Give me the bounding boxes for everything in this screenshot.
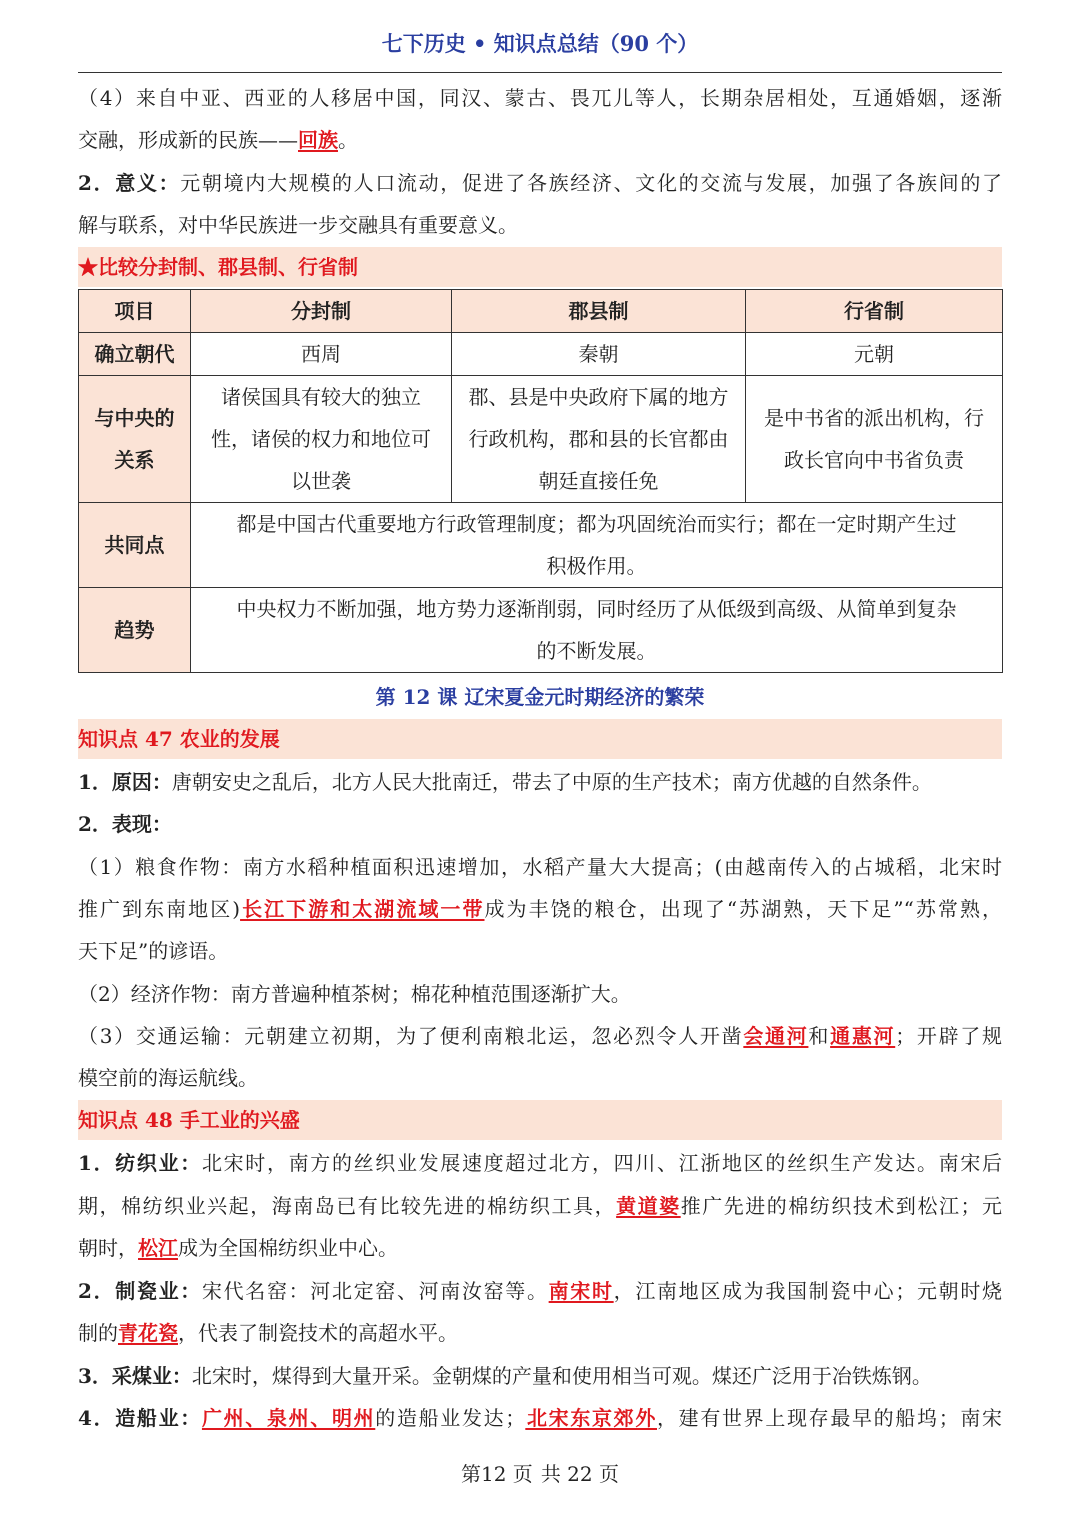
key-term: 广州、泉州、明州 bbox=[201, 1406, 376, 1430]
table-cell bbox=[191, 503, 1003, 588]
knowledge-point-heading: 知识点 48 手工业的兴盛 bbox=[78, 1100, 1002, 1140]
textile-line bbox=[78, 1227, 1002, 1269]
text-run: 唐朝安史之乱后，北方人民大批南迁，带去了中原的生产技术；南方优越的自然条件。 bbox=[171, 770, 932, 794]
significance-line bbox=[78, 162, 1002, 204]
grain-line bbox=[78, 888, 1002, 930]
text-run: （3）交通运输：元朝建立初期，为了便利南粮北运，忽必烈令人开凿 bbox=[78, 1024, 744, 1048]
porcelain-line bbox=[78, 1312, 1002, 1354]
row-label-line: 关系 bbox=[114, 448, 155, 472]
cell-line: 是中书省的派出机构，行 bbox=[764, 406, 984, 430]
text-run: 期，棉纺织业兴起，海南岛已有比较先进的棉纺织工具， bbox=[78, 1194, 617, 1218]
key-term: 回族 bbox=[298, 128, 338, 152]
textile-line bbox=[78, 1185, 1002, 1227]
text-run: 交融，形成新的民族—— bbox=[78, 128, 298, 152]
page-footer bbox=[78, 1458, 1002, 1487]
key-term: 青花瓷 bbox=[118, 1321, 178, 1345]
perf-line bbox=[78, 803, 1002, 845]
knowledge-point-heading: 知识点 47 农业的发展 bbox=[78, 719, 1002, 759]
table-header-cell: 分封制 bbox=[191, 290, 452, 333]
transport-line bbox=[78, 1015, 1002, 1057]
reason-line bbox=[78, 761, 1002, 803]
key-term: 会通河 bbox=[743, 1024, 809, 1048]
section-label: 2．制瓷业： bbox=[78, 1279, 202, 1303]
cell-line: 中央权力不断加强，地方势力逐渐削弱，同时经历了从低级到高级、从简单到复杂 bbox=[236, 597, 957, 621]
text-run: 制的 bbox=[78, 1321, 118, 1345]
header-divider bbox=[78, 72, 1002, 73]
text-run: 朝时， bbox=[78, 1236, 138, 1260]
para-line: （4）来自中亚、西亚的人移居中国，同汉、蒙古、畏兀儿等人，长期杂居相处，互通婚姻，逐渐 bbox=[78, 86, 1002, 110]
cell-line: 性，诸侯的权力和地位可 bbox=[211, 427, 431, 451]
textile-line bbox=[78, 1142, 1002, 1184]
text-run: ，代表了制瓷技术的高超水平。 bbox=[178, 1321, 458, 1345]
table-header-cell: 行省制 bbox=[746, 290, 1003, 333]
row-label: 确立朝代 bbox=[79, 333, 191, 376]
text-run: ；开辟了规 bbox=[895, 1024, 1003, 1048]
ship-line bbox=[78, 1397, 1002, 1439]
text-run: 。 bbox=[338, 128, 358, 152]
significance-line: 解与联系，对中华民族进一步交融具有重要意义。 bbox=[78, 213, 518, 237]
row-label: 共同点 bbox=[79, 503, 191, 588]
page-total: 共 22 页 bbox=[540, 1462, 619, 1486]
comparison-table bbox=[78, 289, 1003, 673]
text-run: ，建有世界上现存最早的船坞；南宋 bbox=[657, 1406, 1003, 1430]
row-label: 趋势 bbox=[79, 588, 191, 673]
compare-heading: ★比较分封制、郡县制、行省制 bbox=[78, 247, 1002, 287]
table-cell bbox=[191, 376, 452, 503]
cell-line: 的不断发展。 bbox=[536, 639, 657, 663]
text-run: 推广到东南地区) bbox=[78, 897, 241, 921]
section-label: 2．意义： bbox=[78, 171, 181, 195]
section-label: 1．原因： bbox=[78, 770, 172, 794]
text-run: 成为丰饶的粮仓，出现了“苏湖熟，天下足”“苏常熟， bbox=[484, 897, 1002, 921]
text-run: ，江南地区成为我国制瓷中心；元朝时烧 bbox=[613, 1279, 1003, 1303]
cell-line: 郡、县是中央政府下属的地方 bbox=[468, 385, 729, 409]
coal-line bbox=[78, 1355, 1002, 1397]
para-line bbox=[78, 119, 1002, 161]
page-header-title: 七下历史 • 知识点总结（90 个） bbox=[381, 31, 699, 56]
section-label: 2．表现： bbox=[78, 812, 172, 836]
key-term: 松江 bbox=[138, 1236, 178, 1260]
key-term: 南宋时 bbox=[548, 1279, 614, 1303]
cell-line: 诸侯国具有较大的独立 bbox=[221, 385, 421, 409]
table-cell bbox=[746, 376, 1003, 503]
cell-line: 行政机构，郡和县的长官都由 bbox=[468, 427, 729, 451]
key-term: 黄道婆 bbox=[616, 1194, 681, 1218]
table-row bbox=[79, 333, 1003, 376]
table-cell bbox=[191, 588, 1003, 673]
porcelain-line bbox=[78, 1270, 1002, 1312]
table-cell: 元朝 bbox=[746, 333, 1003, 376]
page-number: 第12 页 bbox=[461, 1462, 533, 1486]
table-header-row bbox=[79, 290, 1003, 333]
table-cell bbox=[452, 376, 746, 503]
section-label: 4．造船业： bbox=[78, 1406, 202, 1430]
cell-line: 以世袭 bbox=[291, 469, 351, 493]
section-label: 3．采煤业： bbox=[78, 1364, 192, 1388]
table-row bbox=[79, 503, 1003, 588]
grain-line: 天下足”的谚语。 bbox=[78, 939, 229, 963]
text-run: 的造船业发达； bbox=[375, 1406, 526, 1430]
econ-line: （2）经济作物：南方普遍种植茶树；棉花种植范围逐渐扩大。 bbox=[78, 982, 631, 1006]
cell-line: 朝廷直接任免 bbox=[538, 469, 659, 493]
text-run: 推广先进的棉纺织技术到松江；元 bbox=[680, 1194, 1003, 1218]
grain-line: （1）粮食作物：南方水稻种植面积迅速增加，水稻产量大大提高；(由越南传入的占城稻，北宋时 bbox=[78, 855, 1002, 879]
key-term: 北宋东京郊外 bbox=[525, 1406, 657, 1430]
text-run: 成为全国棉纺织业中心。 bbox=[178, 1236, 398, 1260]
cell-line: 政长官向中书省负责 bbox=[784, 448, 964, 472]
lesson-title: 第 12 课 辽宋夏金元时期经济的繁荣 bbox=[375, 685, 705, 709]
text-run: 元朝境内大规模的人口流动，促进了各族经济、文化的交流与发展，加强了各族间的了 bbox=[180, 171, 1003, 195]
cell-line: 都是中国古代重要地方行政管理制度；都为巩固统治而实行；都在一定时期产生过 bbox=[236, 512, 957, 536]
transport-line: 模空前的海运航线。 bbox=[78, 1066, 258, 1090]
table-header-cell: 项目 bbox=[79, 290, 191, 333]
table-header-cell: 郡县制 bbox=[452, 290, 746, 333]
table-cell: 西周 bbox=[191, 333, 452, 376]
text-run: 北宋时，煤得到大量开采。金朝煤的产量和使用相当可观。煤还广泛用于冶铁炼钢。 bbox=[191, 1364, 932, 1388]
row-label-line: 与中央的 bbox=[94, 406, 175, 430]
table-row bbox=[79, 588, 1003, 673]
text-run: 和 bbox=[808, 1024, 831, 1048]
table-row bbox=[79, 376, 1003, 503]
text-run: 宋代名窑：河北定窑、河南汝窑等。 bbox=[201, 1279, 549, 1303]
cell-line: 积极作用。 bbox=[546, 554, 647, 578]
text-run: 北宋时，南方的丝织业发展速度超过北方，四川、江浙地区的丝织生产发达。南宋后 bbox=[201, 1151, 1003, 1175]
table-cell: 秦朝 bbox=[452, 333, 746, 376]
key-term: 长江下游和太湖流域一带 bbox=[240, 897, 485, 921]
section-label: 1．纺织业： bbox=[78, 1151, 202, 1175]
key-term: 通惠河 bbox=[830, 1024, 896, 1048]
row-label bbox=[79, 376, 191, 503]
